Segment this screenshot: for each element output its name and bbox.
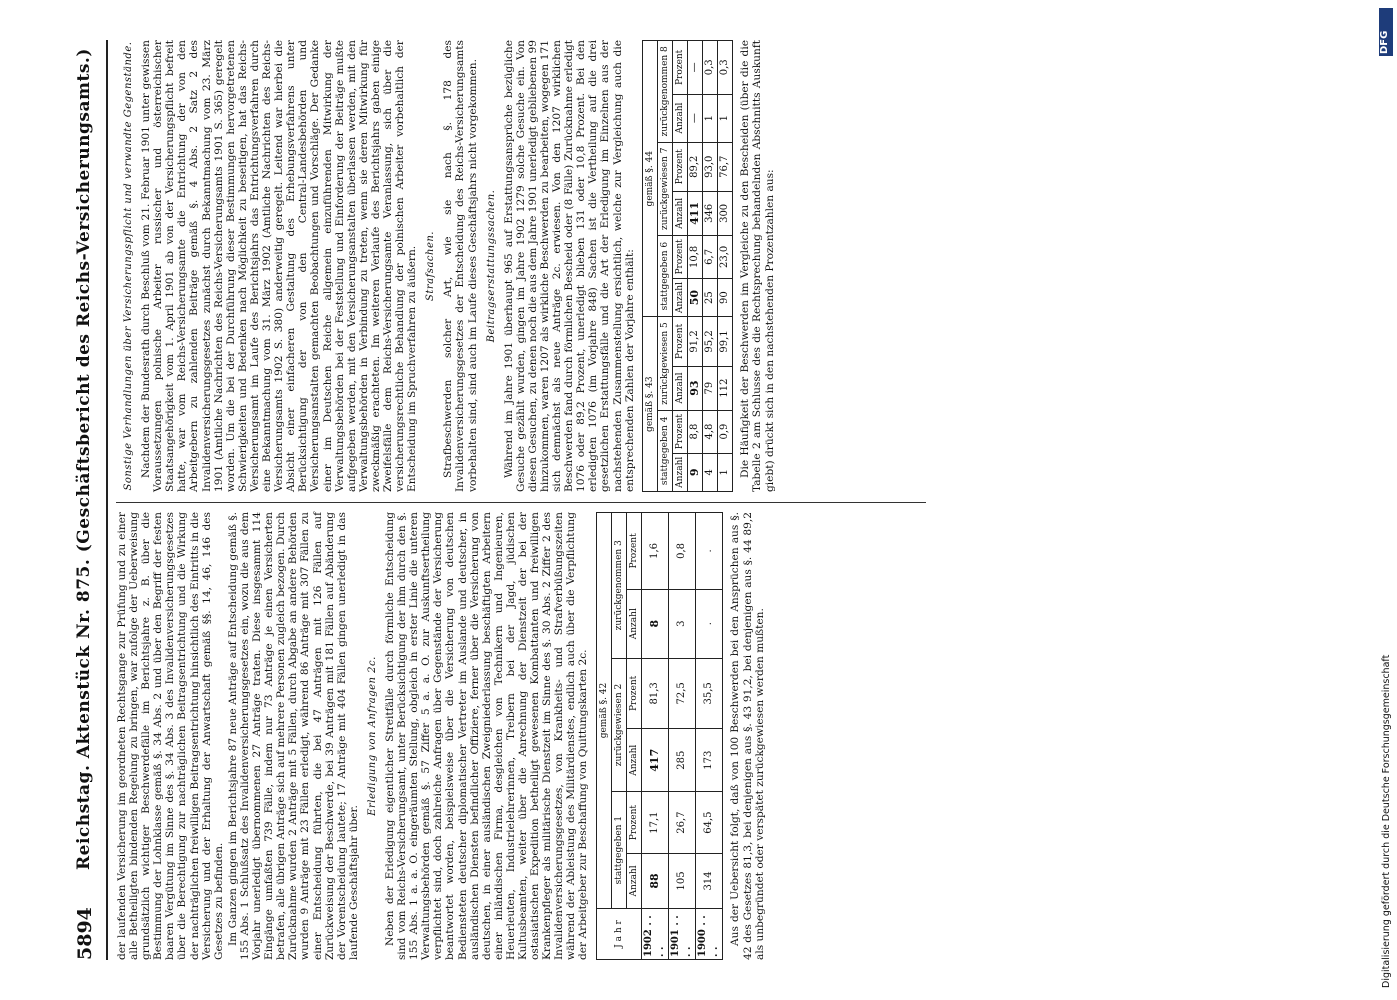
table-cell: 93 [688, 366, 703, 410]
right-subheading-refunds: Beitragserstattungssachen. [485, 189, 497, 343]
table-cell: 89,2 [688, 142, 703, 191]
table-cell: 3 [669, 589, 696, 658]
table-cell: 25 [703, 278, 718, 316]
table-cell: 90 [718, 278, 733, 316]
table-cell: 93,0 [703, 142, 718, 191]
table-head-rejected: zurückgewiesen 2 [611, 658, 626, 792]
table-cell: 72,5 [669, 658, 696, 729]
table-cell: 0,3 [718, 41, 733, 95]
table-cell: 35,5 [696, 658, 723, 729]
table-head-withdrawn: zurückgenommen 3 [611, 513, 626, 659]
right-subheading-other: Sonstige Verhandlungen über Versicherungspflicht und verwandte Gegenstände. [123, 41, 134, 491]
table-cell: 8 [641, 589, 668, 658]
left-paragraph-4: Aus der Uebersicht folgt, daß von 100 Beschwerden bei den Ansprüchen aus §. 42 des Gesetzes 81,3, bei denjenigen aus §. 43 91,2, bei denjenigen aus §. 44 89,2 als unbegründet oder verspätet zurückgewiesen werden mußten. [729, 512, 766, 960]
right-subheading-penal: Strafsachen. [425, 231, 437, 301]
table-cell: 99,1 [718, 317, 733, 366]
table-cell-year: 1902 . . . . [641, 909, 668, 960]
table-head-percent: Prozent [626, 658, 641, 729]
table-cell: 95,2 [703, 317, 718, 366]
table-head-count: Anzahl [626, 729, 641, 792]
table-head-percent: Prozent [672, 41, 687, 95]
table-head-group-43: gemäß §. 43 [642, 317, 657, 492]
left-paragraph-3: Neben der Erledigung eigentlicher Streitfälle durch förmliche Entscheidung sind vom Reichs-Versicherungsamt, unter Berücksichtigung der ihm durch den §. 155 Abs. 1 a. a. O. eingeräumten Stellung, obgleich in erster Linie die unteren Verwaltungsbehörden gemäß §. 57 Ziffer 5 a. a. O. zur Auskunftsertheilung verpflichtet sind, doch zahlreiche Anfragen über Gegenstände der Versicherung beantwortet worden, beispielsweise über die Versicherung von deutschen Bediensteten deutscher diplomatischer Vertreter im Auslande und deutscher, in ausländischen Diensten befindlicher Offiziere, ferner über die Versicherung von deutschen, in einer ausländischen Zweigniederlassung beschäftigten Arbeitern einer inländischen Firma, desgleichen von Technikern und Ingenieuren, Heuerleuten, Industrielehrerinnen, Treibern bei der Jagd, jüdischen Kultusbeamten, weiter über die Anrechnung der Dienstzeit der bei der ostasiatischen Expedition betheiligt gewesenen Kombattanten und freiwilligen Krankenpfleger als militärische Dienstzeit im Sinne des §. 30 Abs. 2 Ziffer 2 des Invalidenversicherungsgesetzes, von Krankheits- und Strafverbüßungszeiten während der Ableistung des Militärdienstes, endlich auch über die Verpflichtung der Arbeitgeber zur Beschaffung von Quittungskarten 2c. [383, 512, 590, 960]
table-cell-year: 1900 . . . . [696, 909, 723, 960]
table-head-granted: stattgegeben 4 [657, 410, 672, 491]
table-cell: . [696, 589, 723, 658]
table-cell: 411 [688, 191, 703, 235]
table-cell: 300 [718, 191, 733, 235]
table-cell: 8,8 [688, 410, 703, 453]
right-paragraph-4: Die Häufigkeit der Beschwerden im Vergleiche zu den Bescheiden (über die die Tabelle 2 am Schlusse des die Rechtsprechung behandelnden Abschnitts Auskunft giebt) drückt sich in den nachstehenden Prozentzahlen aus: [739, 40, 776, 492]
right-paragraph-1: Nachdem der Bundesrath durch Beschluß vom 21. Februar 1901 unter gewissen Voraussetzungen polnische Arbeiter russischer und österreichischer Staatsangehörigkeit vom 1. April 1901 ab von der Versicherungspflicht befreit hatte, war vom Reichs-Versicherungsamte die Entrichtung der von den Arbeitgebern zu zahlenden Beiträge gemäß §. 4 Abs. 2 Satz 2 des Invalidenversicherungsgesetzes zunächst durch Bekanntmachung vom 23. März 1901 (Amtliche Nachrichten des Reichs-Versicherungsamts 1901 S. 365) geregelt worden. Um die bei der Durchführung dieser Bestimmungen hervorgetretenen Schwierigkeiten und Bedenken nach Möglichkeit zu beseitigen, hat das Reichs-Versicherungsamt im Laufe des Berichtsjahrs das Entrichtungsverfahren durch eine Bekanntmachung vom 31. März 1902 (Amtliche Nachrichten des Reichs-Versicherungsamts 1902 S. 380) anderweitig geregelt. Leitend war hierbei die Absicht einer einfacheren Gestaltung des Erhebungsverfahrens unter Berücksichtigung der von den Central-Landesbehörden und Versicherungsanstalten gemachten Beobachtungen und Vorschläge. Der Gedanke einer im Deutschen Reiche allgemein einzuführenden Mitwirkung der Verwaltungsbehörden bei der Feststellung und Einforderung der Beiträge mußte aufgegeben werden, mit den Versicherungsanstalten überlassen werden, mit den Verwaltungsbehörden in Verbindung zu treten, wenn sie deren Mitwirkung für zweckmäßig erachteten. Im weiteren Verlaufe des Berichtsjahrs gaben einige Zweifelsfälle dem Reichs-Versicherungsamte Veranlassung, sich über die versicherungsrechtliche Behandlung der polnischen Arbeiter vorbehaltlich der Entscheidung im Spruchverfahren zu äußern. [140, 40, 419, 492]
table-row [688, 41, 703, 492]
right-column [116, 40, 778, 492]
table-cell: 1,6 [641, 513, 668, 590]
table-head-count: Anzahl [626, 589, 641, 658]
table-head-granted: stattgegeben 1 [611, 792, 626, 909]
table-cell: 1 [718, 453, 733, 491]
table-cell: 64,5 [696, 792, 723, 854]
table-cell: 112 [718, 366, 733, 410]
table-row [718, 41, 733, 492]
table-head-percent: Prozent [626, 513, 641, 590]
table-cell: 10,8 [688, 235, 703, 278]
table-cell: 17,1 [641, 792, 668, 854]
table-row [669, 513, 696, 960]
table-cell: 0,9 [718, 410, 733, 453]
table-cell: 417 [641, 729, 668, 792]
table-head-count: Anzahl [672, 278, 687, 316]
table-cell: 76,7 [718, 142, 733, 191]
table-head-percent: Prozent [626, 792, 641, 854]
table-cell: 79 [703, 366, 718, 410]
table-cell: 50 [688, 278, 703, 316]
table-head-count: Anzahl [672, 366, 687, 410]
table-cell: — [688, 94, 703, 142]
table-head-percent: Prozent [672, 410, 687, 453]
left-paragraph-1: der laufenden Versicherung im geordneten Rechtsgange zur Prüfung und zu einer alle Betheiligten bindenden Regelung zu bringen, war zufolge der Ueberweisung grundsätzlich wichtiger Beschwerdefälle im Berichtsjahre z. B. über die Bestimmung der Lohnklasse gemäß §. 34 Abs. 2 und über den Begriff der festen baaren Vergütung im Sinne des §. 34 Abs. 3 des Invalidenversicherungsgesetzes über die Berechtigung zur nachträglichen Beitragsentrichtung und die Wirkung der nachträglichen freiwilligen Beitragsentrichtung hinsichtlich des Eintritts in die Versicherung und der Erhaltung der Anwartschaft gemäß §§. 14, 46, 146 des Gesetzes zu befinden. [116, 512, 225, 960]
table-head-percent: Prozent [672, 142, 687, 191]
running-header [74, 40, 102, 960]
table-cell: 9 [688, 453, 703, 491]
left-paragraph-2: Im Ganzen gingen im Berichtsjahre 87 neue Anträge auf Entscheidung gemäß §. 155 Abs. 1 Schlußsatz des Invalidenversicherungsgesetzes ein, wozu die aus dem Vorjahr unerledigt übernommenen 27 Anträge traten. Diese insgesammt 114 Eingänge umfaßten 739 Fälle, indem nur 73 Anträge je einen Versicherten betrafen, alle übrigen Anträge sich auf mehrere Personen zugleich bezogen. Durch Zurücknahme wurden 2 Anträge mit 5 Fällen, durch Abgabe an andere Behörden wurden 9 Anträge mit 23 Fällen erledigt, während 86 Anträge mit 307 Fällen zu einer Entscheidung führten, die bei 47 Anträgen mit 126 Fällen auf Zurückweisung der Beschwerde, bei 39 Anträgen mit 181 Fällen auf Abänderung der Vorentscheidung lautete; 17 Anträge mit 404 Fällen gingen unerledigt in das laufende Geschäftsjahr über. [226, 512, 360, 960]
right-paragraph-3: Während im Jahre 1901 überhaupt 965 auf Erstattungsansprüche bezügliche Gesuche gezählt wurden, gingen im Jahre 1902 1279 solche Gesuche ein. Von diesen Gesuchen, zu denen noch die aus dem Jahre 1901 unerledigt gebliebenen 99 hinzukommen, waren 1207 als wirkliche Beschwerden zu bearbeiten, wogegen 171 sich demnächst als neue Anträge 2c. erwiesen. Von den 1207 wirklichen Beschwerden fand durch förmlichen Bescheid oder (8 Fälle) Zurücknahme erledigt 1076 oder 89,2 Prozent, unerledigt blieben 131 oder 10,8 Prozent. Bei den erledigten 1076 (im Vorjahre 848) Sachen ist die Vertheilung auf die drei gesetzlichen Erstattungsfälle und die Art der Erledigung im Einzelnen aus der nachstehenden Zusammenstellung ersichtlich, welche zur Vergleichung auch die entsprechenden Zahlen der Vorjahre enthält: [502, 40, 636, 492]
right-paragraph-2: Strafbeschwerden solcher Art, wie sie nach §. 178 des Invalidenversicherungsgesetzes der Entscheidung des Reichs-Versicherungsamts vorbehalten sind, sind auch im Laufe dieses Geschäftsjahrs nicht vorgekommen. [442, 40, 479, 492]
table-cell: 173 [696, 729, 723, 792]
table-cell: 4 [703, 453, 718, 491]
table-head-count: Anzahl [672, 191, 687, 235]
dfg-logo [1379, 8, 1393, 56]
table-cell: 1 [703, 94, 718, 142]
table-cell: 105 [669, 853, 696, 908]
table-cell: 23,0 [718, 235, 733, 278]
column-divider [116, 502, 926, 503]
left-column [116, 512, 768, 960]
table-cell: 1 [718, 94, 733, 142]
table-head-count: Anzahl [626, 853, 641, 908]
table-cell: 81,3 [641, 658, 668, 729]
page-number: 5894 [74, 907, 96, 960]
table-head-percent: Prozent [672, 317, 687, 366]
table-cell: — [688, 41, 703, 95]
table-head-count: Anzahl [672, 453, 687, 491]
table-head-granted: stattgegeben 6 [657, 235, 672, 316]
table-cell: 285 [669, 729, 696, 792]
digitization-credit-text: Digitalisierung gefördert durch die Deutsche Forschungsgemeinschaft [1381, 654, 1392, 988]
table-head-rejected: zurückgewiesen 7 [657, 142, 672, 235]
table-cell: 0,3 [703, 41, 718, 95]
table-cell: 91,2 [688, 317, 703, 366]
table-row [703, 41, 718, 492]
digitization-credit-strip [1378, 8, 1394, 992]
table-cell: 6,7 [703, 235, 718, 278]
table-head-percent: Prozent [672, 235, 687, 278]
table-cell: 88 [641, 853, 668, 908]
running-head-title: Reichstag. Aktenstück Nr. 875. (Geschäftsbericht des Reichs-Versicherungsamts.) [74, 48, 94, 870]
table-cell: 0,8 [669, 513, 696, 590]
table-section-42 [596, 512, 724, 960]
table-head-group-44: gemäß §. 44 [642, 41, 657, 317]
table-cell: . [696, 513, 723, 590]
table-head-withdrawn: zurückgenommen 8 [657, 41, 672, 143]
dfg-logo-text: DFG [1379, 30, 1390, 54]
table-head-count: Anzahl [672, 94, 687, 142]
table-head-group-42: gemäß §. 42 [596, 513, 611, 909]
table-cell: 4,8 [703, 410, 718, 453]
table-row [696, 513, 723, 960]
table-cell: 26,7 [669, 792, 696, 854]
table-row [641, 513, 668, 960]
table-head-rejected: zurückgewiesen 5 [657, 317, 672, 410]
left-subheading-inquiries: Erledigung von Anfragen 2c. [366, 656, 378, 816]
table-head-year: J a h r [596, 909, 641, 960]
table-section-43-44 [642, 40, 734, 492]
table-cell-year: 1901 . . . . [669, 909, 696, 960]
table-cell: 314 [696, 853, 723, 908]
table-cell: 346 [703, 191, 718, 235]
header-rule [106, 40, 108, 960]
